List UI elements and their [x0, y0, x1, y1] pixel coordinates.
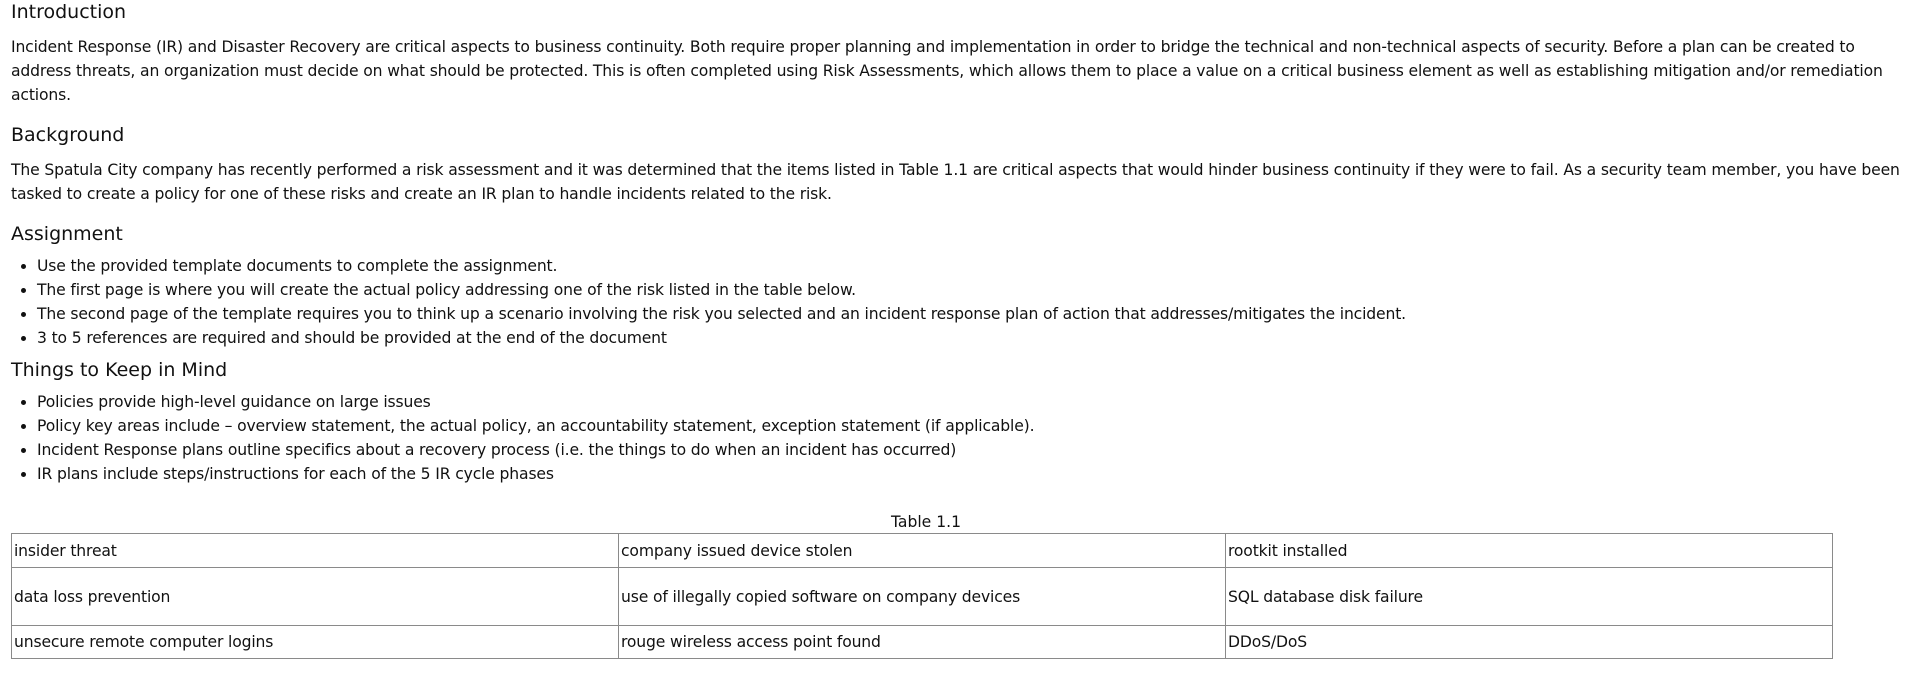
list-item: • 3 to 5 references are required and should be provided at the end of the document	[37, 326, 1918, 350]
table-cell: SQL database disk failure	[1226, 568, 1833, 626]
list-item: • Use the provided template documents to complete the assignment.	[37, 254, 1918, 278]
table-cell: use of illegally copied software on company devices	[619, 568, 1226, 626]
keep-in-mind-heading: Things to Keep in Mind	[11, 359, 228, 381]
table-row	[12, 568, 1833, 626]
table-cell: company issued device stolen	[619, 534, 1226, 568]
keep-in-mind-list	[11, 390, 1918, 486]
table-row	[12, 626, 1833, 659]
table-cell: insider threat	[12, 534, 619, 568]
list-item: • Policy key areas include – overview statement, the actual policy, an accountability statement, exception statement (if applicable).	[37, 414, 1918, 438]
list-item: • The first page is where you will create the actual policy addressing one of the risk listed in the table below.	[37, 278, 1918, 302]
background-body: The Spatula City company has recently performed a risk assessment and it was determined that the items listed in Table 1.1 are critical aspects that would hinder business continuity if they were to fail. As a security team member, you have been tasked to create a policy for one of these risks and create an IR plan to handle incidents related to the risk.	[11, 161, 1900, 203]
list-item: • The second page of the template requires you to think up a scenario involving the risk you selected and an incident response plan of action that addresses/mitigates the incident.	[37, 302, 1918, 326]
list-item: • Incident Response plans outline specifics about a recovery process (i.e. the things to do when an incident has occurred)	[37, 438, 1918, 462]
introduction-body: Incident Response (IR) and Disaster Recovery are critical aspects to business continuity. Both require proper planning and implementation in order to bridge the technical and non-technical aspects of security. Before a plan can be created to address threats, an organization must decide on what should be protected. This is often completed using Risk Assessments, which allows them to place a value on a critical business element as well as establishing mitigation and/or remediation actions.	[11, 38, 1883, 104]
table-caption: Table 1.1	[890, 513, 962, 531]
table-row	[12, 534, 1833, 568]
background-heading: Background	[11, 124, 125, 146]
assignment-list	[11, 254, 1918, 350]
risk-table	[11, 533, 1833, 659]
table-cell: rootkit installed	[1226, 534, 1833, 568]
table-cell: unsecure remote computer logins	[12, 626, 619, 659]
introduction-heading: Introduction	[11, 1, 127, 23]
table-cell: data loss prevention	[12, 568, 619, 626]
table-cell: rouge wireless access point found	[619, 626, 1226, 659]
assignment-heading: Assignment	[11, 223, 123, 245]
list-item: • IR plans include steps/instructions for each of the 5 IR cycle phases	[37, 462, 1918, 486]
table-cell: DDoS/DoS	[1226, 626, 1833, 659]
list-item: • Policies provide high-level guidance on large issues	[37, 390, 1918, 414]
